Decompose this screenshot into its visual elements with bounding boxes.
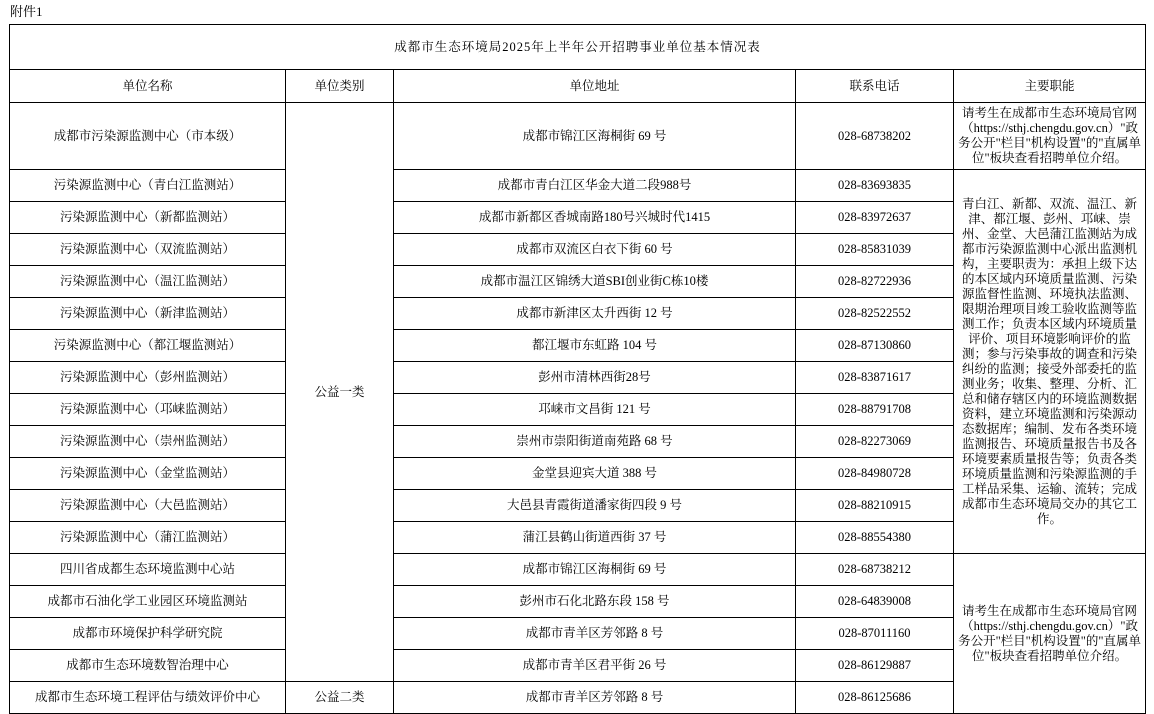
- unit-name: 污染源监测中心（青白江监测站）: [10, 170, 286, 202]
- unit-name: 污染源监测中心（新都监测站）: [10, 202, 286, 234]
- unit-address: 成都市锦江区海桐街 69 号: [394, 103, 796, 170]
- unit-phone: 028-82522552: [796, 298, 954, 330]
- unit-phone: 028-68738202: [796, 103, 954, 170]
- unit-address: 蒲江县鹤山街道西街 37 号: [394, 522, 796, 554]
- column-header-name: 单位名称: [10, 70, 286, 103]
- column-header-type: 单位类别: [286, 70, 394, 103]
- unit-address: 成都市双流区白衣下街 60 号: [394, 234, 796, 266]
- unit-name: 成都市生态环境数智治理中心: [10, 650, 286, 682]
- unit-duty: 青白江、新都、双流、温江、新津、都江堰、彭州、邛崃、崇州、金堂、大邑蒲江监测站为成都市污染源监测中心派出监测机构，主要职责为：承担上级下达的本区域内环境质量监测、污染源监督性监测、环境执法监测、限期治理项目竣工验收监测等监测工作；负责本区域内环境质量评价、项目环境影响评价的监测；参与污染事故的调查和污染纠纷的监测；接受外部委托的监测业务；收集、整理、分析、汇总和储存辖区内的环境监测数据资料，建立环境监测和污染源动态数据库；编制、发布各类环境监测报告、环境质量报告书及各环境要素质量报告等；负责各类环境质量监测和污染源监测的手工样品采集、运输、流转；完成成都市生态环境局交办的其它工作。: [954, 170, 1146, 554]
- unit-phone: 028-87011160: [796, 618, 954, 650]
- unit-name: 成都市石油化学工业园区环境监测站: [10, 586, 286, 618]
- table-title-row: [10, 25, 1146, 70]
- unit-phone: 028-86129887: [796, 650, 954, 682]
- unit-address: 成都市新津区太升西街 12 号: [394, 298, 796, 330]
- column-header-phone: 联系电话: [796, 70, 954, 103]
- unit-name: 污染源监测中心（双流监测站）: [10, 234, 286, 266]
- unit-address: 成都市温江区锦绣大道SBI创业街C栋10楼: [394, 266, 796, 298]
- unit-phone: 028-88554380: [796, 522, 954, 554]
- unit-name: 污染源监测中心（蒲江监测站）: [10, 522, 286, 554]
- unit-address: 成都市锦江区海桐街 69 号: [394, 554, 796, 586]
- table-row: [10, 103, 1146, 170]
- recruitment-table: [9, 24, 1146, 714]
- unit-address: 彭州市清林西街28号: [394, 362, 796, 394]
- unit-phone: 028-68738212: [796, 554, 954, 586]
- unit-phone: 028-82722936: [796, 266, 954, 298]
- unit-address: 成都市新都区香城南路180号兴城时代1415: [394, 202, 796, 234]
- column-header-duty: 主要职能: [954, 70, 1146, 103]
- table-row: [10, 554, 1146, 586]
- unit-category: 公益二类: [286, 682, 394, 714]
- page-title: 成都市生态环境局2025年上半年公开招聘事业单位基本情况表: [10, 25, 1146, 70]
- unit-name: 污染源监测中心（崇州监测站）: [10, 426, 286, 458]
- unit-phone: 028-86125686: [796, 682, 954, 714]
- unit-address: 大邑县青霞街道潘家街四段 9 号: [394, 490, 796, 522]
- unit-name: 污染源监测中心（彭州监测站）: [10, 362, 286, 394]
- unit-address: 成都市青羊区芳邻路 8 号: [394, 682, 796, 714]
- unit-name: 污染源监测中心（邛崃监测站）: [10, 394, 286, 426]
- attachment-label: 附件1: [10, 4, 43, 19]
- unit-name: 污染源监测中心（新津监测站）: [10, 298, 286, 330]
- unit-name: 污染源监测中心（温江监测站）: [10, 266, 286, 298]
- unit-address: 都江堰市东虹路 104 号: [394, 330, 796, 362]
- unit-duty: 请考生在成都市生态环境局官网（https://sthj.chengdu.gov.cn）"政务公开"栏目"机构设置"的"直属单位"板块查看招聘单位介绍。: [954, 103, 1146, 170]
- table-row: [10, 170, 1146, 202]
- unit-name: 成都市污染源监测中心（市本级）: [10, 103, 286, 170]
- unit-phone: 028-87130860: [796, 330, 954, 362]
- unit-phone: 028-88210915: [796, 490, 954, 522]
- table-header-row: [10, 70, 1146, 103]
- unit-name: 污染源监测中心（大邑监测站）: [10, 490, 286, 522]
- unit-address: 彭州市石化北路东段 158 号: [394, 586, 796, 618]
- column-header-address: 单位地址: [394, 70, 796, 103]
- unit-phone: 028-84980728: [796, 458, 954, 490]
- unit-duty: 请考生在成都市生态环境局官网（https://sthj.chengdu.gov.cn）"政务公开"栏目"机构设置"的"直属单位"板块查看招聘单位介绍。: [954, 554, 1146, 714]
- unit-address: 金堂县迎宾大道 388 号: [394, 458, 796, 490]
- unit-phone: 028-85831039: [796, 234, 954, 266]
- unit-address: 成都市青羊区芳邻路 8 号: [394, 618, 796, 650]
- unit-name: 污染源监测中心（都江堰监测站）: [10, 330, 286, 362]
- unit-address: 邛崃市文昌街 121 号: [394, 394, 796, 426]
- unit-category: 公益一类: [286, 103, 394, 682]
- unit-name: 成都市环境保护科学研究院: [10, 618, 286, 650]
- unit-name: 成都市生态环境工程评估与绩效评价中心: [10, 682, 286, 714]
- unit-name: 污染源监测中心（金堂监测站）: [10, 458, 286, 490]
- unit-phone: 028-64839008: [796, 586, 954, 618]
- unit-phone: 028-83972637: [796, 202, 954, 234]
- unit-address: 成都市青羊区君平街 26 号: [394, 650, 796, 682]
- unit-address: 崇州市崇阳街道南苑路 68 号: [394, 426, 796, 458]
- unit-name: 四川省成都生态环境监测中心站: [10, 554, 286, 586]
- unit-phone: 028-83871617: [796, 362, 954, 394]
- unit-phone: 028-88791708: [796, 394, 954, 426]
- unit-address: 成都市青白江区华金大道二段988号: [394, 170, 796, 202]
- unit-phone: 028-82273069: [796, 426, 954, 458]
- unit-phone: 028-83693835: [796, 170, 954, 202]
